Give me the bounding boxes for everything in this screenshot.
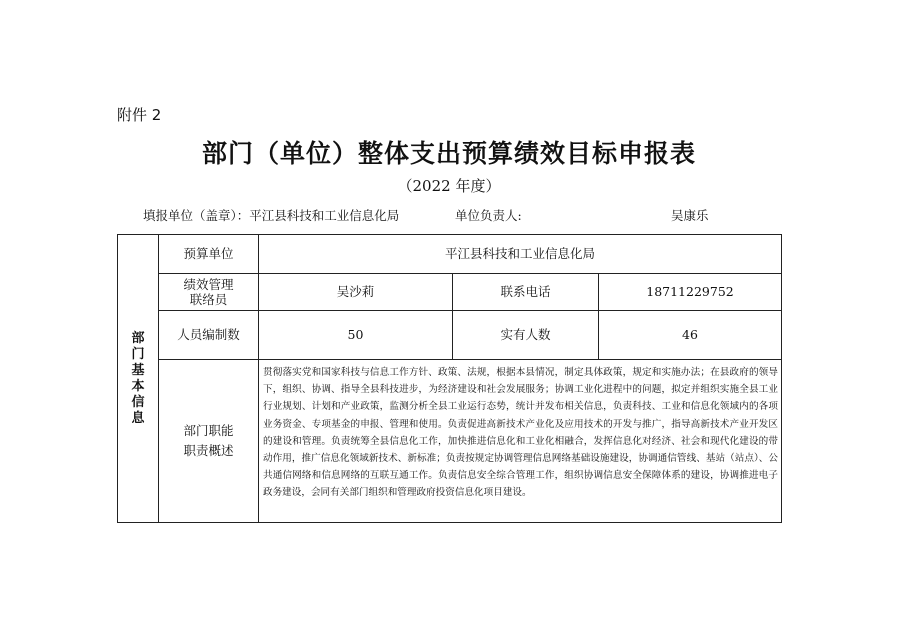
duty-description: 贯彻落实党和国家科技与信息工作方针、政策、法规，根据本县情况，制定具体政策，规定和实施办法；在县政府的领导下，组织、协调、指导全县科技进步，为经济建设和社会发展服务；协调工业化进程中的问题，拟定并组织实施全县工业行业规划、计划和产业政策，监测分析全县工业运行态势，统计并发布相关信息，负责科技、工业和信息化领域内的各项业务资金、专项基金的申报、管理和使用。负责促进高新技术产业化及应用技术的开发与推广，指导高新技术产业开发区的建设和管理。负责统筹全县信息化工作，加快推进信息化和工业化相融合，发挥信息化对经济、社会和现代化建设的带动作用，推广信息化领域新技术、新标准；负责按规定协调管理信息网络基础设施建设，协调通信管线、基站（站点）、公共通信网络和信息网络的互联互通工作。负责信息安全综合管理工作，组织协调信息安全保障体系的建设，协调推进电子政务建设，会同有关部门组织和管理政府投资信息化项目建设。 bbox=[263, 367, 778, 499]
attachment-label: 附件 2 bbox=[117, 106, 162, 124]
phone-label: 联系电话 bbox=[500, 284, 551, 299]
form-title: 部门（单位）整体支出预算绩效目标申报表 bbox=[201, 139, 696, 168]
budget-unit-label: 预算单位 bbox=[183, 246, 234, 261]
staff-label: 人员编制数 bbox=[177, 327, 240, 342]
contact-label: 绩效管理 联络员 bbox=[183, 277, 234, 307]
staff-value: 50 bbox=[347, 327, 364, 342]
section-label-char: 门 bbox=[131, 346, 145, 362]
section-label bbox=[118, 235, 158, 522]
fill-unit: 填报单位（盖章）：平江县科技和工业信息化局 bbox=[143, 208, 400, 223]
phone-value: 18711229752 bbox=[646, 284, 734, 299]
responsible-label: 单位负责人: bbox=[455, 208, 522, 223]
budget-unit-value: 平江县科技和工业信息化局 bbox=[444, 246, 595, 261]
actual-value: 46 bbox=[682, 327, 698, 342]
section-label-char: 息 bbox=[131, 410, 145, 426]
section-label-char: 部 bbox=[131, 330, 145, 346]
duty-label: 部门职能 职责概述 bbox=[183, 423, 234, 458]
basic-info-table bbox=[117, 234, 782, 523]
section-label-char: 基 bbox=[131, 362, 145, 378]
form-year: （2022 年度） bbox=[397, 177, 501, 195]
contact-value: 吴沙莉 bbox=[336, 284, 375, 299]
responsible-name: 吴康乐 bbox=[671, 208, 709, 223]
actual-label: 实有人数 bbox=[500, 327, 551, 342]
section-label-char: 信 bbox=[131, 394, 145, 410]
section-label-char: 本 bbox=[131, 378, 145, 394]
